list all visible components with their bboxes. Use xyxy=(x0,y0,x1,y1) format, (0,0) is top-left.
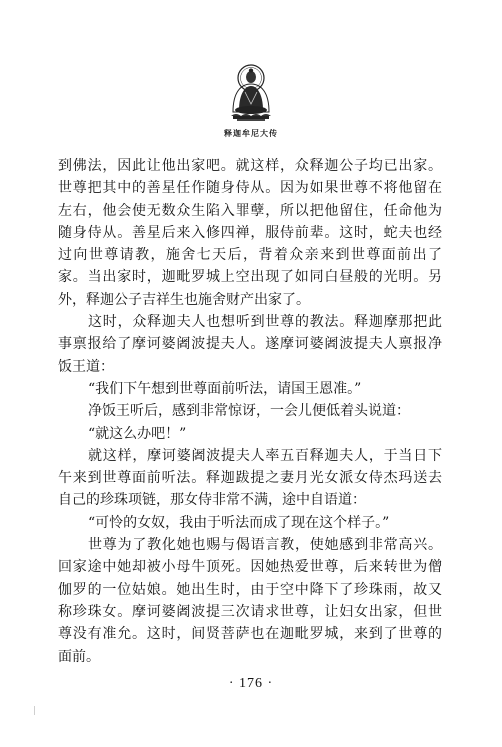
text-line: 尊没有准允。这时，间贤菩萨也在迦毗罗城，来到了世尊的 xyxy=(58,626,442,643)
text-line: 午来到世尊面前听法。释迦跋提之妻月光女派女侍杰玛送去 xyxy=(58,470,442,487)
text-line: 世尊为了教化她也赐与偈语言教，使她感到非常高兴。 xyxy=(88,537,442,554)
text-line: 事禀报给了摩诃婆阇波提夫人。遂摩诃婆阇波提夫人禀报净 xyxy=(58,336,442,353)
quote-line: “就这么办吧！” xyxy=(88,425,187,442)
quote-line: “可怜的女奴，我由于听法而成了现在这个样子。” xyxy=(88,514,390,531)
buddha-seated-icon xyxy=(221,62,281,124)
body-text xyxy=(58,155,442,668)
text-line: 就这样，摩诃婆阇波提夫人率五百释迦夫人，于当日下 xyxy=(88,447,442,464)
text-line: 外，释迦公子吉祥生也施舍财产出家了。 xyxy=(58,291,310,308)
text-line: 伽罗的一位姑娘。她出生时，由于空中降下了珍珠雨，故又 xyxy=(58,581,442,598)
header-title: 释迦牟尼大传 xyxy=(224,128,278,138)
text-line: 面前。 xyxy=(58,648,100,665)
text-line: 过向世尊请教，施舍七天后，背着众亲来到世尊面前出了 xyxy=(58,247,442,264)
text-line: 这时，众释迦夫人也想听到世尊的教法。释迦摩那把此 xyxy=(88,314,442,331)
text-line: 饭王道： xyxy=(58,358,114,375)
quote-line: “我们下午想到世尊面前听法，请国王恩准。” xyxy=(88,380,362,397)
text-line: 到佛法，因此让他出家吧。就这样，众释迦公子均已出家。 xyxy=(58,158,442,174)
text-line: 回家途中她却被小母牛顶死。因她热爱世尊，后来转世为僧 xyxy=(58,559,442,576)
text-line: 左右，他会使无数众生陷入罪孽，所以把他留住，任命他为 xyxy=(58,202,442,219)
text-line: 家。当出家时，迦毗罗城上空出现了如同白昼般的光明。另 xyxy=(58,269,442,286)
page-number: · 176 · xyxy=(228,676,274,691)
text-line: 自己的珍珠项链，那女侍非常不满，途中自语道： xyxy=(58,492,366,509)
text-line: 随身侍从。善星后来入修四禅，服侍前辈。这时，蛇夫也经 xyxy=(58,224,442,241)
scan-mark xyxy=(34,706,35,715)
text-line: 净饭王听后，感到非常惊讶，一会儿便低着头说道： xyxy=(88,403,410,420)
text-line: 称珍珠女。摩诃婆阇波提三次请求世尊，让妇女出家，但世 xyxy=(58,603,442,620)
text-line: 世尊把其中的善星任作随身侍从。因为如果世尊不将他留在 xyxy=(58,180,442,197)
chapter-header xyxy=(205,62,297,140)
